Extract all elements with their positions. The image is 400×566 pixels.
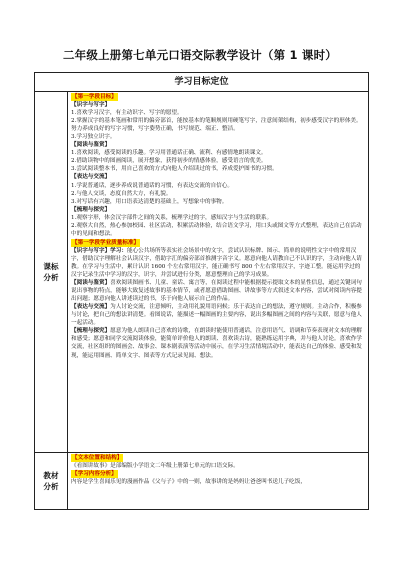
- stage-goal-tag: 【第一学段目标】: [72, 94, 117, 100]
- standard-text: 为人讨论交流，注意倾听，主动用礼貌用语问候；乐于表达自己的想法，遵守规则。主动合作，积极参与讨论，把自己的想法讲清楚。看图说话，能描述一幅图画的主要内容，说出多幅图画之间的内容与关联，愿意与他人一起活动。: [71, 304, 362, 327]
- inquiry-line: 2.观察大自然，热心参加校园、社区活动，积累活动体验，结合语文学习，用口头或图文等方式整理，表达自己在活动中的见闻和想法。: [71, 222, 362, 237]
- row-label-top: 教材: [43, 471, 59, 480]
- expression-heading: 【表达与交流】: [71, 174, 111, 181]
- row-label-textbook: [35, 453, 68, 510]
- row-label-bottom: 分析: [43, 273, 59, 282]
- row-label-top: 课标: [43, 262, 59, 271]
- reading-line: 1.喜欢阅读，感受阅读的乐趣。学习用普通话正确、流利、有感情地朗读课文。: [71, 150, 267, 157]
- standard-text: 愿意为他人朗读自己喜欢的诗歌，在朗读时能使用普通话，注意用语气、语调和节奏表现对文本的理解和感受；愿意和同学交流阅读体验，能简单评价他人的朗读、喜欢读古诗，能熟练运用字典，并与他人讨论。喜欢作学交流，社区组织的图画会、故事会、课本剧表演等活动中展示，在学习生活情境活动中，能表达自己的体验、感受和发现，能运用图画、简单文字、图表等方式记录见闻、想法。: [71, 328, 362, 359]
- literacy-heading: 【识字与写字】: [71, 102, 111, 109]
- reading-line: 2.借助读物中的图画阅读，展开想象，获得初步的情感体验，感受语言的优美。: [71, 158, 267, 165]
- standard-paragraph: [71, 303, 365, 327]
- standard-paragraph: [71, 279, 365, 303]
- document-title: 二年级上册第七单元口语交际教学设计（第 1 课时）: [62, 48, 337, 62]
- content-analysis-tag: 【学习内容分析】: [72, 471, 117, 478]
- inquiry-heading: 【梳理与探究】: [71, 206, 111, 213]
- lesson-plan-table: [34, 72, 369, 510]
- standard-heading: 【识字与写字】学习：: [71, 247, 127, 254]
- section-header: 学习目标定位: [35, 73, 369, 92]
- text-position-tag: 【文本位置和结构】: [72, 455, 123, 461]
- standard-paragraph: [71, 327, 365, 359]
- textbook-analysis-cell: [68, 453, 369, 510]
- reading-heading: 【阅读与鉴赏】: [71, 142, 111, 149]
- standard-paragraph: [71, 247, 365, 279]
- row-label-bottom: 分析: [43, 482, 59, 491]
- standard-text: 能心公共场所等表实社会场景中的文字，尝试认识标牌、图示、简单的说明性文字中的常用汉字，借助汉字理解社会认读汉字，借助字汇的偏旁部首推测字音字义。愿意向他人请教自己不认识的字，主动向他人请教。在学习与生活中，累计认识 1600 个左右常用汉字，能正确书写 800 个左右常用汉字，字迹工整。能运用学过的汉字记录生活中学习的汉字，识字，并尝试进行分类，愿意整理自己的学习成果。: [71, 247, 362, 279]
- inquiry-line: 1.观察字形，体会汉字部件之间的关系，梳理学过的字，感知汉字与生活的联系。: [71, 214, 273, 221]
- quality-standard-tag: 【第一学段学业质量标准】: [72, 239, 140, 246]
- expression-line: 1.学说普通话，逐步养成说普通话的习惯，有表达交流的自信心。: [71, 182, 233, 189]
- curriculum-analysis-cell: [68, 92, 369, 453]
- standard-heading: 【表达与交流】: [71, 304, 111, 311]
- text-position-line: 《看图讲故事》是部编版小学语文二年级上册第七单元的口语交际。: [71, 463, 239, 470]
- literacy-line: 1.喜欢学习汉字，有主动识字、写字的愿望。: [71, 110, 183, 117]
- expression-line: 2.与他人交谈，态度自然大方，有礼貌。: [71, 190, 172, 197]
- literacy-line: 3.学习独立识字。: [71, 134, 116, 141]
- literacy-line: 2.掌握汉字的基本笔画和常用的偏旁部首，能按基本的笔顺规则用硬笔写字，注意间架结构，初步感受汉字的形体美。努力养成良好的写字习惯，写字姿势正确，书写规范、端正、整洁。: [71, 118, 362, 133]
- row-label-curriculum: [35, 92, 68, 453]
- standard-text: 喜欢阅读图画书、儿童、童话、寓言等，在阅读过程中能根据提示提取文本的显性信息，通过关键词句说出事物的特点，能够大致复述故事的基本情节，或者愿意借助图画、讲故事等方式叙述文本内容，尝试对阅读内容提出问题；愿意向他人讲述读过的书，乐于向他人展示自己的作品。: [71, 280, 362, 303]
- expression-line: 3.对写话有兴趣，用口语表达清楚的基础上，写想象中的事物。: [71, 198, 228, 205]
- reading-line: 3.尝试阅读整本书，用自己喜欢的方式向他人介绍读过的书，养成爱护图书的习惯。: [71, 166, 278, 173]
- standard-heading: 【阅读与鉴赏】: [71, 280, 111, 287]
- standard-heading: 【梳理与探究】: [71, 328, 111, 335]
- content-analysis-line: 内容是学生喜闻乐见的漫画作品《父与子》中的一则，故事讲的是妈妈让爸爸叫书送儿子吃饭，: [71, 479, 306, 486]
